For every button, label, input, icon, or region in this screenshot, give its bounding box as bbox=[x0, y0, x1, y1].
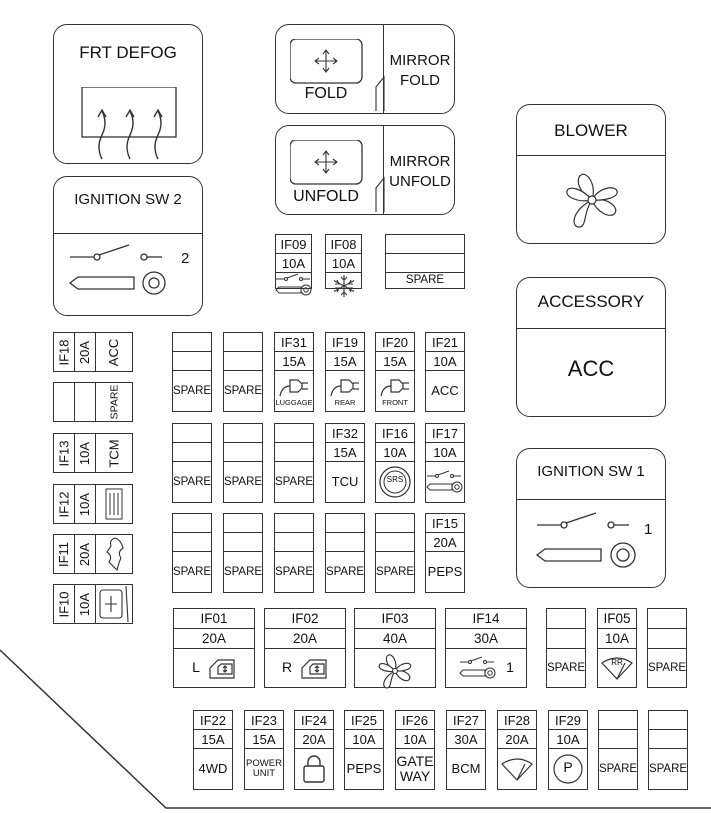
fuse-id: IF14 bbox=[446, 609, 526, 629]
fuse-amperage: 20A bbox=[426, 533, 464, 552]
fuse-id bbox=[275, 424, 313, 443]
fuse-amperage: 20A bbox=[75, 333, 96, 371]
fuse-id: IF11 bbox=[54, 535, 75, 573]
fuse-amperage bbox=[275, 533, 313, 552]
fuse-amperage bbox=[75, 383, 96, 421]
fuse-amperage bbox=[224, 352, 262, 371]
fuse-amperage bbox=[648, 629, 686, 649]
fuse-id: IF23 bbox=[245, 711, 283, 730]
fuse-spare bbox=[274, 423, 314, 503]
window-icon bbox=[208, 656, 236, 680]
fuse-id bbox=[224, 424, 262, 443]
fuse-label: SPARE bbox=[274, 565, 314, 578]
fuse-label bbox=[96, 485, 132, 523]
seat-heater-icon bbox=[104, 487, 124, 521]
fuse-id bbox=[648, 609, 686, 629]
fuse-id bbox=[376, 514, 414, 533]
fuse-id: IF28 bbox=[498, 711, 536, 730]
fuse-amperage bbox=[599, 730, 637, 749]
fuse-id bbox=[599, 711, 637, 730]
fuse-label: SPARE bbox=[405, 274, 445, 287]
key-switch-icon bbox=[533, 511, 643, 577]
key-switch-icon bbox=[425, 470, 465, 494]
fuse-id: IF08 bbox=[326, 235, 361, 254]
fuse-label: TCU bbox=[331, 473, 359, 489]
fuse-id: IF21 bbox=[426, 333, 464, 352]
fuse-label-text: LUGGAGE bbox=[275, 398, 313, 408]
fuse-if02 bbox=[264, 608, 346, 688]
fuse-spare bbox=[223, 423, 263, 503]
fuse-label: SPARE bbox=[223, 384, 263, 397]
fuse-label-text: RR bbox=[611, 658, 623, 667]
fuse-label: SPARE bbox=[107, 384, 120, 420]
fuse-if22 bbox=[193, 710, 233, 790]
fuse-if27 bbox=[446, 710, 486, 790]
frt-defog-relay bbox=[53, 24, 203, 164]
fuse-amperage: 10A bbox=[376, 443, 414, 462]
fuse-label bbox=[446, 649, 526, 687]
mirror-fold-label: MIRROR FOLD bbox=[389, 52, 451, 89]
plug-icon bbox=[277, 374, 311, 398]
key-switch-icon bbox=[274, 273, 314, 297]
fuse-id: IF16 bbox=[376, 424, 414, 443]
fuse-spare bbox=[172, 332, 212, 412]
fuse-amperage: 10A bbox=[75, 585, 96, 623]
fuse-id: IF09 bbox=[276, 235, 311, 254]
fuse-label: SPARE bbox=[647, 661, 687, 674]
fuse-if16 bbox=[375, 423, 415, 503]
fuse-amperage: 10A bbox=[396, 730, 434, 749]
fuse-id: IF15 bbox=[426, 514, 464, 533]
fuse-amperage: 10A bbox=[426, 352, 464, 371]
fuse-if19 bbox=[325, 332, 365, 412]
fuse-id: IF10 bbox=[54, 585, 75, 623]
ignition-sw2-title: IGNITION SW 2 bbox=[74, 191, 182, 208]
fuse-amperage: 15A bbox=[326, 443, 364, 462]
fuse-amperage bbox=[275, 443, 313, 462]
plug-icon bbox=[378, 374, 412, 398]
fuse-amperage: 10A bbox=[75, 434, 96, 472]
fuse-spare bbox=[375, 513, 415, 593]
fuse-id bbox=[54, 383, 75, 421]
fuse-label: SPARE bbox=[223, 565, 263, 578]
fuse-spare bbox=[598, 710, 638, 790]
fuse-id: IF19 bbox=[326, 333, 364, 352]
fuse-if20 bbox=[375, 332, 415, 412]
fuse-label-text: REAR bbox=[334, 398, 356, 408]
lock-icon bbox=[302, 754, 326, 784]
fuse-label bbox=[355, 649, 435, 693]
fuse-id bbox=[326, 514, 364, 533]
fuse-label: SPARE bbox=[546, 661, 586, 674]
fuse-spare bbox=[274, 513, 314, 593]
fuse-label bbox=[295, 749, 333, 789]
fuse-label-text: L bbox=[192, 659, 200, 676]
fuse-id: IF13 bbox=[54, 434, 75, 472]
fuse-id bbox=[547, 609, 585, 629]
fuse-amperage bbox=[173, 533, 211, 552]
fuse-amperage: 20A bbox=[498, 730, 536, 749]
fuse-if32 bbox=[325, 423, 365, 503]
plug-icon bbox=[328, 374, 362, 398]
fuse-label bbox=[326, 371, 364, 411]
fuse-if13 bbox=[53, 433, 133, 473]
fuse-spare bbox=[325, 513, 365, 593]
fuse-if01 bbox=[173, 608, 255, 688]
fuse-amperage: 15A bbox=[376, 352, 414, 371]
fuse-amperage: 10A bbox=[549, 730, 587, 749]
fuse-label bbox=[498, 749, 536, 789]
window-icon bbox=[300, 656, 328, 680]
fuse-amperage: 15A bbox=[194, 730, 232, 749]
fuse-label: POWER UNIT bbox=[246, 757, 282, 779]
fan-icon bbox=[373, 649, 417, 693]
fuse-label: SPARE bbox=[274, 475, 314, 488]
fuse-spare bbox=[385, 234, 465, 289]
frt-defog-title: FRT DEFOG bbox=[79, 43, 177, 62]
fuse-amperage bbox=[224, 533, 262, 552]
fuse-id: IF05 bbox=[598, 609, 636, 629]
blower-relay bbox=[516, 104, 666, 244]
key-switch-icon bbox=[66, 243, 166, 303]
fuse-amperage: 30A bbox=[446, 629, 526, 649]
fuse-id: IF29 bbox=[549, 711, 587, 730]
fuse-amperage: 10A bbox=[75, 485, 96, 523]
wiper-icon bbox=[500, 756, 534, 782]
fuse-amperage: 10A bbox=[345, 730, 383, 749]
fuse-label bbox=[276, 273, 311, 297]
fuse-label: GATE WAY bbox=[396, 752, 434, 784]
wiper-icon bbox=[600, 655, 634, 681]
fuse-label: 4WD bbox=[198, 760, 228, 776]
fuse-if31 bbox=[274, 332, 314, 412]
parking-icon bbox=[552, 753, 584, 785]
fuse-id: IF22 bbox=[194, 711, 232, 730]
fuse-id: IF25 bbox=[345, 711, 383, 730]
fuse-label bbox=[265, 649, 345, 687]
fuse-label: SPARE bbox=[648, 762, 688, 775]
fuse-id bbox=[649, 711, 687, 730]
fuse-label bbox=[376, 462, 414, 502]
fuse-label-text: P bbox=[563, 759, 573, 775]
fuse-label: TCM bbox=[106, 438, 122, 468]
fuse-if15 bbox=[425, 513, 465, 593]
fuse-if29 bbox=[548, 710, 588, 790]
fuse-amperage: 10A bbox=[598, 629, 636, 649]
fuse-amperage: 20A bbox=[174, 629, 254, 649]
fuse-label: SPARE bbox=[325, 565, 365, 578]
fuse-label: ACC bbox=[431, 382, 459, 398]
fold-label: FOLD bbox=[304, 85, 348, 102]
fuse-id: IF24 bbox=[295, 711, 333, 730]
fuse-amperage bbox=[649, 730, 687, 749]
mirror-adjust-icon bbox=[98, 584, 130, 624]
fuse-spare bbox=[172, 423, 212, 503]
fuse-amperage bbox=[386, 254, 464, 273]
fuse-label: SPARE bbox=[598, 762, 638, 775]
fuse-if23 bbox=[244, 710, 284, 790]
ignition-sw1-number: 1 bbox=[644, 521, 653, 538]
fuse-if08 bbox=[325, 234, 362, 289]
fuse-spare bbox=[53, 382, 133, 422]
defrost-icon bbox=[80, 87, 180, 163]
fuse-spare bbox=[172, 513, 212, 593]
fuse-label: ACC bbox=[106, 338, 122, 366]
fuse-amperage: 15A bbox=[245, 730, 283, 749]
key-switch-icon bbox=[458, 656, 498, 680]
fuse-if17 bbox=[425, 423, 465, 503]
fuse-if28 bbox=[497, 710, 537, 790]
fuse-label: BCM bbox=[451, 760, 481, 776]
fuse-id bbox=[173, 424, 211, 443]
blower-title: BLOWER bbox=[554, 121, 628, 140]
fuse-id: IF02 bbox=[265, 609, 345, 629]
fuse-id: IF17 bbox=[426, 424, 464, 443]
fuse-amperage bbox=[376, 533, 414, 552]
fuse-amperage: 10A bbox=[326, 254, 361, 273]
fuse-amperage bbox=[547, 629, 585, 649]
fuse-label: PEPS bbox=[427, 563, 463, 579]
fuse-id bbox=[173, 514, 211, 533]
fuse-amperage: 30A bbox=[447, 730, 485, 749]
fuse-if11 bbox=[53, 534, 133, 574]
fuse-label bbox=[598, 649, 636, 687]
fuse-if25 bbox=[344, 710, 384, 790]
fuse-if24 bbox=[294, 710, 334, 790]
fuse-if05 bbox=[597, 608, 637, 688]
fuse-amperage: 15A bbox=[326, 352, 364, 371]
fuse-id bbox=[173, 333, 211, 352]
fuse-label: SPARE bbox=[375, 565, 415, 578]
fuse-id: IF18 bbox=[54, 333, 75, 371]
person-icon bbox=[103, 536, 125, 572]
fuse-if09 bbox=[275, 234, 312, 289]
fuse-amperage: 20A bbox=[75, 535, 96, 573]
fuse-label-text: R bbox=[281, 659, 293, 676]
accessory-title: ACCESSORY bbox=[537, 292, 645, 311]
fuse-if10 bbox=[53, 584, 133, 624]
fuse-amperage: 10A bbox=[426, 443, 464, 462]
mirror-unfold-label: MIRROR UNFOLD bbox=[389, 153, 451, 190]
fuse-label bbox=[275, 371, 313, 411]
fuse-spare bbox=[546, 608, 586, 688]
fan-icon bbox=[557, 165, 627, 235]
fuse-if21 bbox=[425, 332, 465, 412]
mirror-fold-relay bbox=[275, 24, 455, 114]
fuse-spare bbox=[223, 513, 263, 593]
fuse-label: SPARE bbox=[223, 475, 263, 488]
fuse-amperage: 40A bbox=[355, 629, 435, 649]
fuse-label: SPARE bbox=[172, 384, 212, 397]
srs-icon bbox=[378, 465, 412, 499]
fuse-label bbox=[549, 749, 587, 789]
unfold-label: UNFOLD bbox=[293, 188, 359, 205]
fuse-label-text: SRS bbox=[386, 475, 404, 484]
fuse-label-text: 1 bbox=[506, 659, 514, 676]
fuse-label: PEPS bbox=[346, 760, 382, 776]
fuse-label bbox=[174, 649, 254, 687]
fuse-id: IF12 bbox=[54, 485, 75, 523]
fuse-if12 bbox=[53, 484, 133, 524]
ignition-sw2-number: 2 bbox=[181, 250, 190, 267]
fuse-id bbox=[275, 514, 313, 533]
accessory-relay bbox=[516, 277, 666, 417]
mirror-unfold-relay bbox=[275, 125, 455, 215]
fuse-label: SPARE bbox=[172, 565, 212, 578]
fuse-if03 bbox=[354, 608, 436, 688]
fuse-id: IF26 bbox=[396, 711, 434, 730]
fuse-label bbox=[96, 585, 132, 623]
fuse-amperage: 20A bbox=[265, 629, 345, 649]
ignition-sw1-relay bbox=[516, 448, 666, 588]
fuse-amperage bbox=[173, 352, 211, 371]
fuse-if18 bbox=[53, 332, 133, 372]
snowflake-icon bbox=[331, 273, 357, 299]
fuse-label-text: FRONT bbox=[382, 398, 408, 408]
fuse-if26 bbox=[395, 710, 435, 790]
fuse-label bbox=[96, 535, 132, 573]
fuse-spare bbox=[647, 608, 687, 688]
fuse-amperage: 20A bbox=[295, 730, 333, 749]
fuse-label: SPARE bbox=[172, 475, 212, 488]
fuse-id: IF32 bbox=[326, 424, 364, 443]
ignition-sw1-title: IGNITION SW 1 bbox=[537, 463, 645, 480]
fuse-label bbox=[326, 273, 361, 299]
fuse-id bbox=[224, 333, 262, 352]
fuse-spare bbox=[223, 332, 263, 412]
fuse-amperage: 15A bbox=[275, 352, 313, 371]
fuse-id bbox=[386, 235, 464, 254]
fuse-id: IF01 bbox=[174, 609, 254, 629]
fuse-amperage bbox=[224, 443, 262, 462]
fuse-spare bbox=[648, 710, 688, 790]
accessory-label: ACC bbox=[567, 356, 615, 381]
fuse-if14 bbox=[445, 608, 527, 688]
fuse-id: IF27 bbox=[447, 711, 485, 730]
fuse-id bbox=[224, 514, 262, 533]
fuse-amperage bbox=[173, 443, 211, 462]
fuse-id: IF31 bbox=[275, 333, 313, 352]
fuse-id: IF20 bbox=[376, 333, 414, 352]
ignition-sw2-relay bbox=[53, 176, 203, 316]
fuse-label bbox=[426, 462, 464, 502]
fuse-label bbox=[376, 371, 414, 411]
fuse-id: IF03 bbox=[355, 609, 435, 629]
fuse-amperage bbox=[326, 533, 364, 552]
fuse-amperage: 10A bbox=[276, 254, 311, 273]
